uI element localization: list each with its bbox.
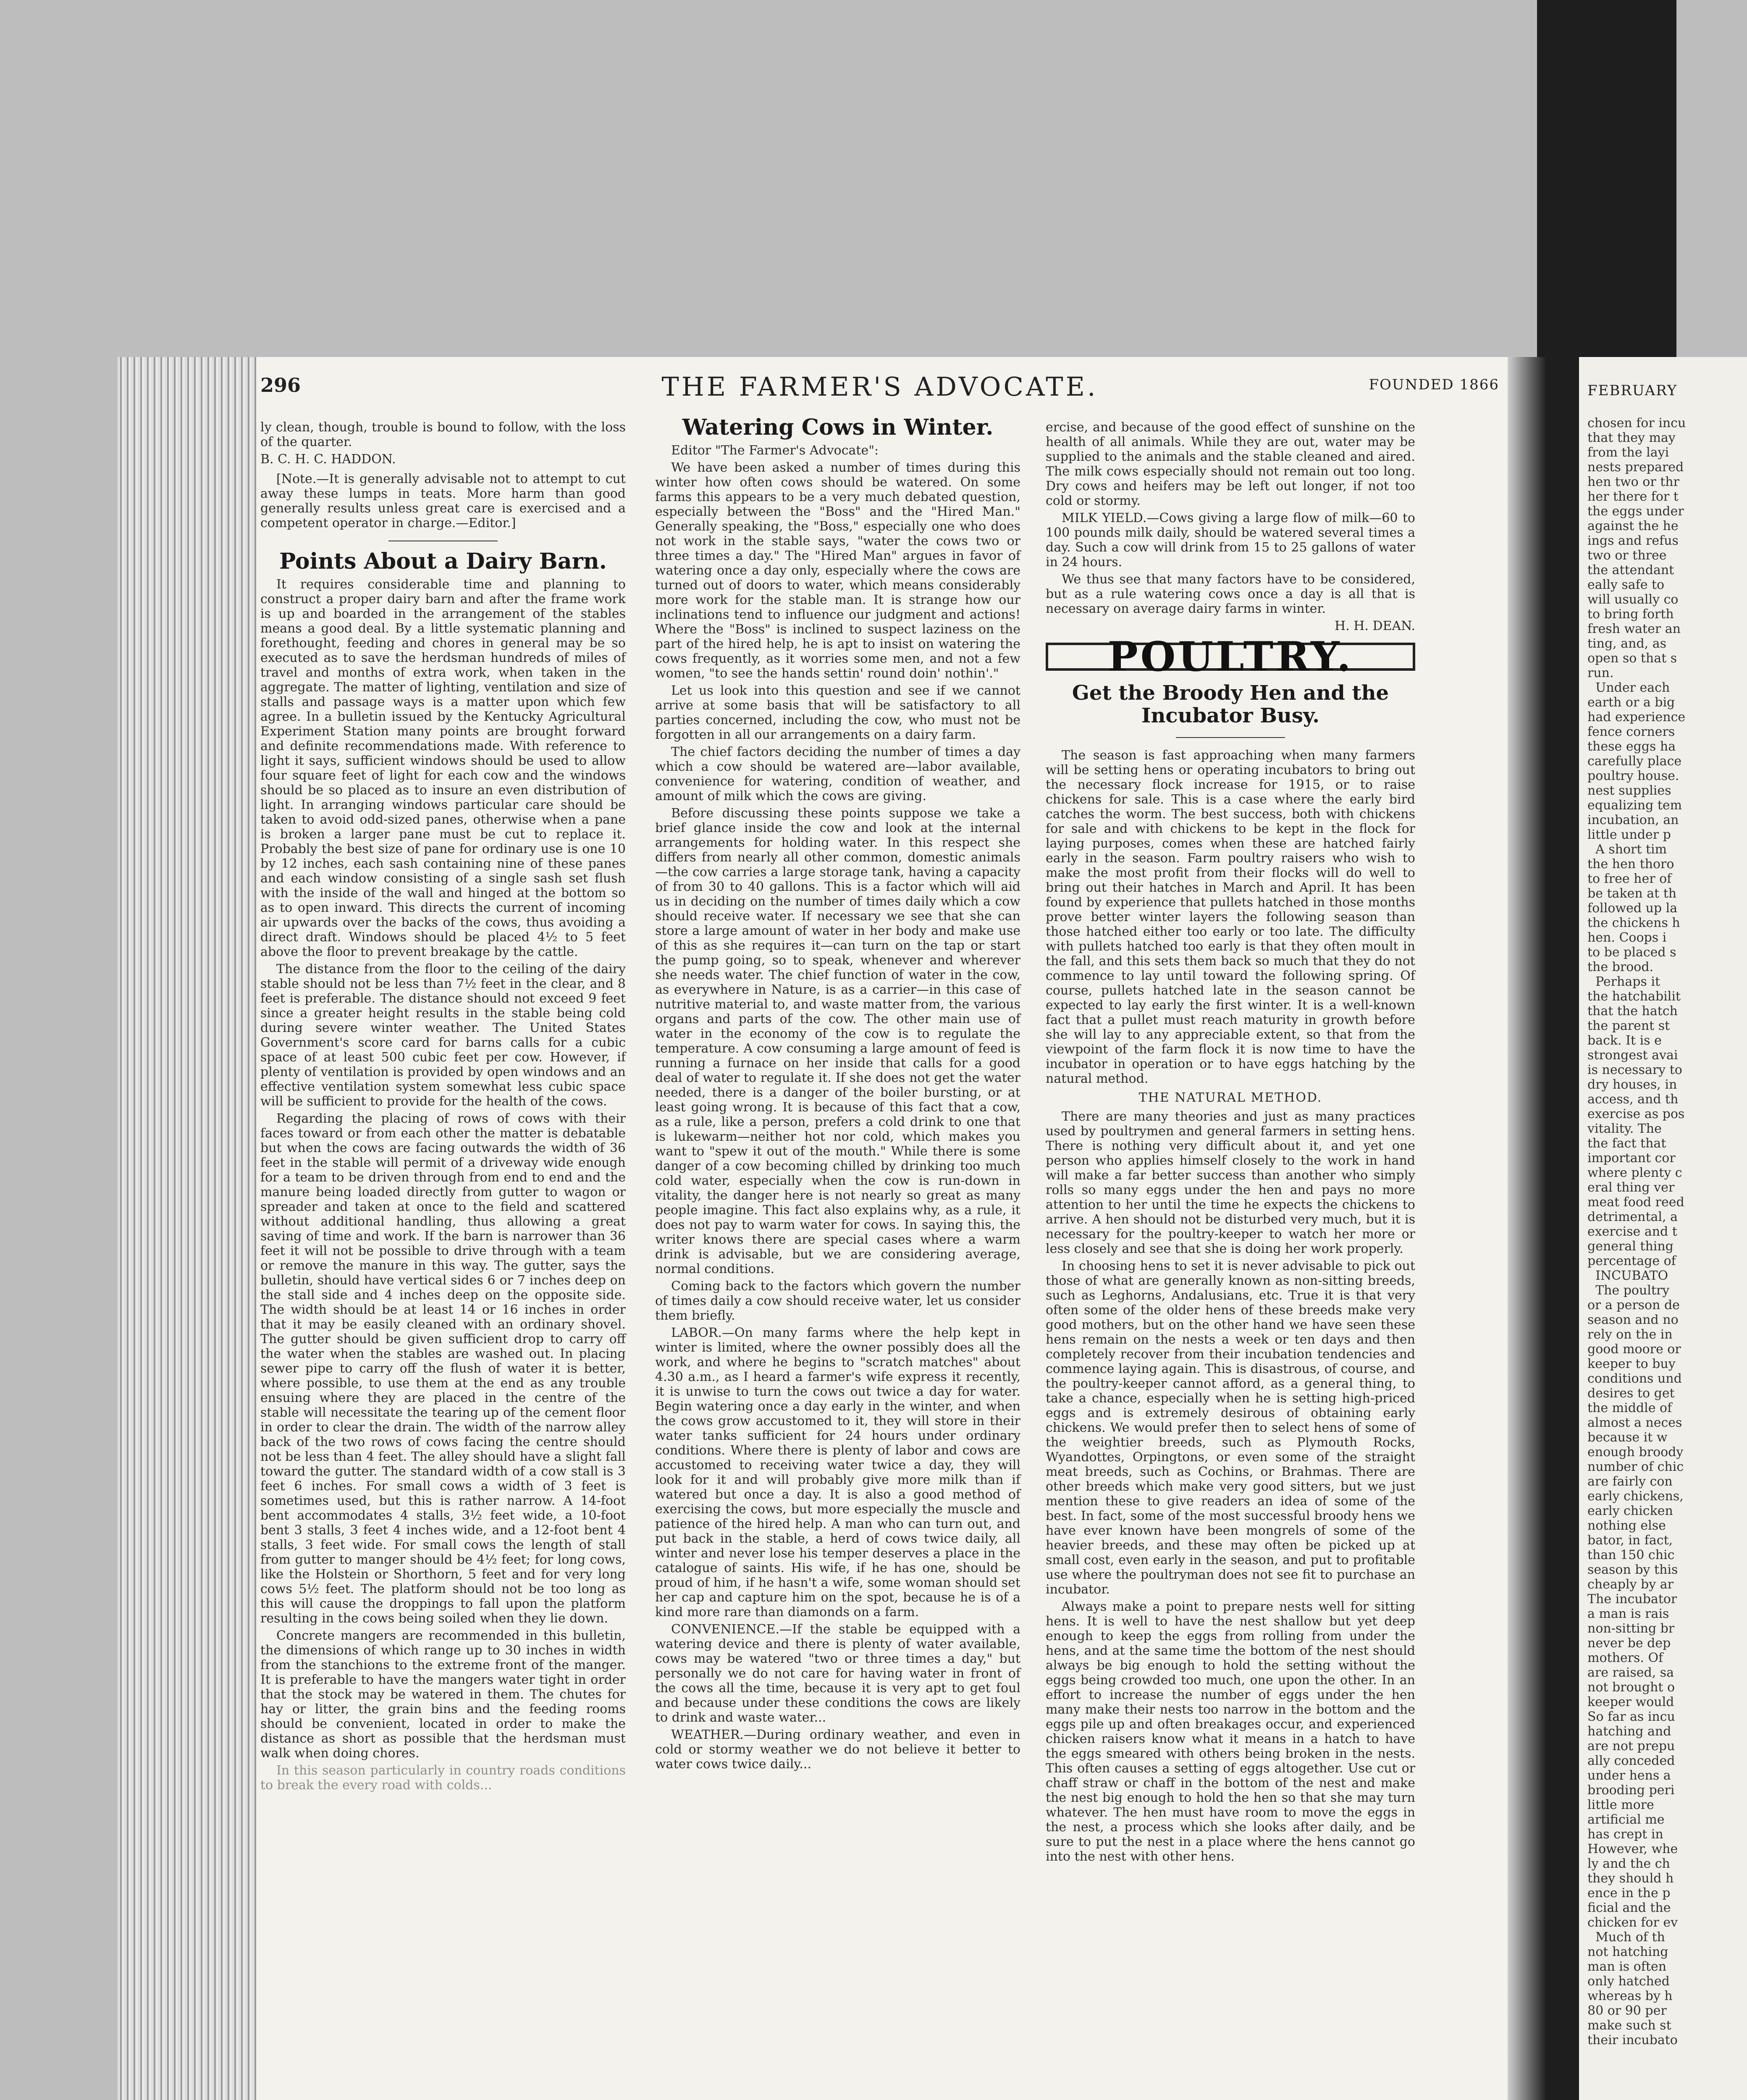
paragraph: WEATHER.—During ordinary weather, and even in cold or stormy weather we do not believe it better to water cows twice daily...: [655, 1727, 1020, 1772]
article-heading: Watering Cows in Winter.: [682, 415, 994, 440]
facing-page-text: chosen for incu that they may from the layi nests prepared hen two or thr her there for t the eggs under against the he ings and refus two or three the attendant eally safe to will usually co to bring forth fresh water an ting, and, as open so that s run. Under each earth or a big had experience fence corners these eggs ha carefully place poultry house. nest supplies equalizing tem incubation, an little under p A short tim the hen thoro to free her of be taken at th followed up la the chickens h hen. Coops i to be placed s the brood. Perhaps it the hatchabilit that the hatch the parent st back. It is e strongest avai is necessary to dry houses, in access, and th exercise as pos vitality. The the fact that important cor where plenty c eral thing ver meat food reed detrimental, a exercise and t general thing percentage of INCUBATO The poultry or a person de season and no rely on the in good moore or keeper to buy conditions und desires to get the middle of almost a neces because it w enough broody number of chic are fairly con early chickens, early chicken nothing else bator, in fact, than 150 chic season by this cheaply by ar The incubator a man is rais non-sitting br never be dep mothers. Of are raised, sa not brought o keeper would So far as incu hatching and are not prepu ally conceded under hens a brooding peri little more artificial me has crept in However, whe ly and the ch they should h ence in the p ficial and the chicken for ev Much of th not hatching man is often only hatched whereas by h 80 or 90 per make such st their incubato: [1587, 416, 1686, 2048]
paragraph: It requires considerable time and planning to construct a proper dairy barn and after the frame work is up and boarded in the arrangement of the stables means a good deal. By a little systematic planning and forethought, feeding and chores in general may be so executed as to save the herdsman hundreds of miles of travel and months of extra work, when taken in the aggregate. The matter of lighting, ventilation and size of stalls and passage ways is a matter upon which few agree. In a bulletin issued by the Kentucky Agricultural Experiment Station many points are brought forward and definite recommendations made. With reference to light it says, sufficient windows should be used to allow four square feet of light for each cow and the windows should be so placed as to insure an even distribution of light. In arranging windows particular care should be taken to avoid odd-sized panes, otherwise when a pane is broken a larger pane must be cut to replace it. Probably the best size of pane for ordinary use is one 10 by 12 inches, each sash containing nine of these panes and each window consisting of a single sash set flush with the inside of the wall and hinged at the bottom so as to open inward. This directs the current of incoming air upwards over the backs of the cows, thus avoiding a direct draft. Windows should be placed 4½ to 5 feet above the floor to prevent breakage by the cattle.: [260, 577, 626, 959]
paragraph: Concrete mangers are recommended in this bulletin, the dimensions of which range up to 30 inches in width from the stanchions to the extreme front of the manger. It is preferable to have the mangers water tight in order that the stock may be watered in them. The chutes for hay or litter, the grain bins and the feeding rooms should be convenient, located in order to make the distance as short as possible that the herdsman must walk when doing chores.: [260, 1628, 626, 1761]
editor-salutation: Editor "The Farmer's Advocate":: [671, 443, 879, 458]
founded-line: FOUNDED 1866: [1369, 376, 1499, 393]
section-banner: POULTRY.: [1046, 643, 1415, 671]
page-stack-edge: [118, 357, 256, 2100]
publication-title: THE FARMER'S ADVOCATE.: [661, 371, 1098, 402]
column-3: [1046, 420, 1415, 1866]
newspaper-page: [118, 357, 1686, 2100]
facing-page-header: FEBRUARY: [1587, 382, 1678, 399]
paragraph: Before discussing these points suppose we take a brief glance inside the cow and look at the internal arrangements for holding water. In this respect she differs from nearly all other common, domestic animals—the cow carries a large storage tank, having a capacity of from 30 to 40 gallons. This is a factor which will aid us in deciding on the number of times daily which a cow should receive water. If necessary we see that she can store a large amount of water in her body and make use of this as she requires it—can turn on the tap or start the pump going, so to speak, whenever and wherever she needs water. The chief function of water in the cow, as everywhere in Nature, is as a carrier—in this case of nutritive material to, and waste matter from, the various organs and parts of the cow. The other main use of water in the economy of the cow is to regulate the temperature. A cow consuming a large amount of feed is running a furnace on her inside that calls for a good deal of water to regulate it. If she does not get the water needed, there is a danger of the boiler bursting, or at least going wrong. It is because of this fact that a cow, as a rule, like a person, prefers a cold drink to one that is lukewarm—neither hot nor cold, which makes you want to "spew it out of the mouth." While there is some danger of a cow becoming chilled by drinking too much cold water, especially when the cow is run-down in vitality, the danger here is not nearly so great as many people imagine. This fact also explains why, as a rule, it does not pay to warm water for cows. In saying this, the writer knows there are special cases where a warm drink is advisable, but we are considering average, normal conditions.: [655, 806, 1020, 1276]
binding-gutter: [1508, 357, 1545, 2100]
column-2: [655, 415, 1020, 1774]
paragraph: In choosing hens to set it is never advisable to pick out those of what are generally known as non-sitting breeds, such as Leghorns, Andalusians, etc. True it is that very often some of the older hens of these breeds make very good mothers, but on the other hand we have seen these hens remain on the nests a week or ten days and then completely recover from their incubation tendencies and commence laying again. This is disastrous, of course, and the poultry-keeper cannot afford, as a general thing, to take a chance, especially when he is setting high-priced eggs and is extremely desirous of obtaining early chickens. We would prefer then to select hens of some of the weightier breeds, such as Plymouth Rocks, Wyandottes, Orpingtons, or even some of the straight meat breeds, such as Cochins, or Brahmas. There are other breeds which make very good sitters, but we just mention these to give readers an idea of some of the best. In fact, some of the most successful broody hens we have ever known have been mongrels of some of the heavier breeds, and these may often be picked up at small cost, even early in the season, and put to profitable use where the poultryman does not see fit to purchase an incubator.: [1046, 1259, 1415, 1597]
paragraph: Let us look into this question and see if we cannot arrive at some basis that will be satisfactory to all parties concerned, including the cow, who must not be forgotten in all our arrangements on a dairy farm.: [655, 683, 1020, 742]
paragraph: We thus see that many factors have to be considered, but as a rule watering cows once a day is all that is necessary on average dairy farms in winter.: [1046, 572, 1415, 616]
article-heading: Points About a Dairy Barn.: [279, 549, 607, 574]
column-1: [260, 420, 626, 1795]
signature: B. C. H. C. HADDON.: [260, 452, 396, 467]
paragraph: Coming back to the factors which govern the number of times daily a cow should receive water, let us consider them briefly.: [655, 1279, 1020, 1323]
paragraph: MILK YIELD.—Cows giving a large flow of milk—60 to 100 pounds milk daily, should be watered several times a day. Such a cow will drink from 15 to 25 gallons of water in 24 hours.: [1046, 511, 1415, 570]
paragraph: In this season particularly in country roads conditions to break the every road with colds...: [260, 1763, 626, 1793]
paragraph: Regarding the placing of rows of cows with their faces toward or from each other the matter is debatable but when the cows are facing outwards the width of 36 feet in the stable will permit of a driveway wide enough for a team to be driven through from end to end and the manure being loaded directly from gutter to wagon or spreader and taken at once to the field and scattered without additional handling, thus allowing a great saving of time and work. If the barn is narrower than 36 feet it will not be possible to drive through with a team or remove the manure in this way. The gutter, says the bulletin, should have vertical sides 6 or 7 inches deep on the stall side and 4 inches deep on the opposite side. The width should be at least 14 or 16 inches in order that it may be easily cleaned with an ordinary shovel. The gutter should be given sufficient drop to carry off the water when the stables are washed out. In placing sewer pipe to carry off the flush of water it is better, where possible, to use them at the end as any trouble ensuing where they are placed in the centre of the stable will necessitate the tearing up of the cement floor in order to clear the drain. The width of the narrow alley back of the two rows of cows facing the centre should not be less than 4 feet. The alley should have a slight fall toward the gutter. The standard width of a cow stall is 3 feet 6 inches. For small cows a width of 3 feet is sometimes used, but this is rather narrow. A 14-foot bent accommodates 4 stalls, 3½ feet wide, a 10-foot bent 3 stalls, 3 feet 4 inches wide, and a 12-foot bent 4 stalls, 3 feet wide. For small cows the length of stall from gutter to manger should be 4½ feet; for long cows, like the Holstein or Shorthorn, 5 feet and for very long cows 5½ feet. The platform should not be too long as this will cause the droppings to fall upon the platform resulting in the cows being soiled when they lie down.: [260, 1111, 626, 1626]
paragraph: There are many theories and just as many practices used by poultrymen and general farmers in setting hens. There is nothing very difficult about it, and yet one person who applies himself closely to the work in hand will make a far better success than another who simply rolls so many eggs under the hen and pays no more attention to her until the time he expects the chickens to arrive. A hen should not be disturbed very much, but it is necessary for the poultry-keeper to watch her more or less closely and see that she is doing her work properly.: [1046, 1109, 1415, 1256]
paragraph: The season is fast approaching when many farmers will be setting hens or operating incubators to bring out the necessary flock increase for 1915, or to raise chickens for sale. This is a case where the early bird catches the worm. The best success, both with chickens for sale and with chickens to be kept in the flock for laying purposes, comes when these are hatched fairly early in the season. Farm poultry raisers who wish to make the most profit from their flocks will do well to bring out their hatches in March and April. It has been found by experience that pullets hatched in those months prove better winter layers the following season than those hatched either too early or too late. The difficulty with pullets hatched too early is that they often moult in the fall, and this sets them back so much that they do not commence to lay until toward the following spring. Of course, pullets hatched late in the season cannot be expected to lay early the first winter. It is a well-known fact that a pullet must reach maturity in growth before she will lay to any appreciable extent, so that from the viewpoint of the farm flock it is now time to have the incubator in operation or to have eggs hatching by the natural method.: [1046, 748, 1415, 1086]
divider: [1176, 737, 1285, 738]
article-continuation: ly clean, though, trouble is bound to follow, with the loss of the quarter.: [260, 420, 626, 449]
running-head: [260, 371, 1499, 403]
paragraph: LABOR.—On many farms where the help kept in winter is limited, where the owner possibly does all the work, and where he begins to "scratch matches" about 4.30 a.m., as I heard a farmer's wife express it recently, it is unwise to turn the cows out twice a day for water. Begin watering once a day early in the winter, and when the cows grow accustomed to it, they will store in their water tanks sufficient for 24 hours under ordinary conditions. Where there is plenty of labor and cows are accustomed to receiving water twice a day, they will look for it and will probably give more milk than if watered but once a day. It is also a good method of exercising the cows, but more especially the muscle and patience of the hired help. A man who can turn out, and put back in the stable, a herd of cows twice daily, all winter and never lose his temper deserves a place in the catalogue of saints. His wife, if he has one, should be proud of him, if he hasn't a wife, some woman should set her cap and capture him on the spot, because he is of a kind more rare than diamonds on a farm.: [655, 1326, 1020, 1620]
paragraph: The chief factors deciding the number of times a day which a cow should be watered are—labor available, convenience for watering, condition of weather, and amount of milk which the cows are giving.: [655, 745, 1020, 803]
paragraph: The distance from the floor to the ceiling of the dairy stable should not be less than 7½ feet in the clear, and 8 feet is preferable. The distance should not exceed 9 feet since a greater height results in the stable being cold during severe winter weather. The United States Government's score card for barns calls for a cubic space of at least 500 cubic feet per cow. However, if plenty of ventilation is provided by open windows and an effective ventilation system somewhat less cubic space will be sufficient to provide for the health of the cows.: [260, 962, 626, 1109]
paragraph: Always make a point to prepare nests well for sitting hens. It is well to have the nest shallow but yet deep enough to keep the eggs from rolling from under the hens, and at the same time the bottom of the nest should always be big enough to hold the setting without the eggs being crowded too much, one upon the other. In an effort to increase the number of eggs under the hen many make their nests too narrow in the bottom and the eggs pile up and often breakages occur, and experienced chicken raisers know what it means in a hatch to have the eggs smeared with others being broken in the nests. This often causes a setting of eggs altogether. Use cut or chaff straw or chaff in the bottom of the nest and make the nest big enough to hold the hen so that she may turn whatever. The hen must have room to move the eggs in the nest, a process which she looks after daily, and be sure to put the nest in a place where the hens cannot go into the nest with other hens.: [1046, 1599, 1415, 1864]
article-heading: Get the Broody Hen and the Incubator Busy.: [1072, 681, 1389, 727]
page-number: 296: [260, 374, 301, 396]
editor-note: [Note.—It is generally advisable not to attempt to cut away these lumps in teats. More harm than good generally results unless great care is exercised and a competent operator in charge.—Editor.]: [260, 472, 626, 530]
signature: H. H. DEAN.: [1335, 619, 1415, 633]
paragraph: ercise, and because of the good effect of sunshine on the health of all animals. While they are out, water may be supplied to the animals and the stable cleaned and aired. The milk cows especially should not remain out too long. Dry cows and heifers may be left out longer, if not too cold or stormy.: [1046, 420, 1415, 508]
paragraph: We have been asked a number of times during this winter how often cows should be watered. On some farms this appears to be a very much debated question, especially between the "Boss" and the "Hired Man." Generally speaking, the "Boss," especially one who does not work in the stable says, "water the cows two or three times a day." The "Hired Man" argues in favor of watering once a day only, especially where the cows are turned out of doors to water, which means considerably more work for the stable man. It is strange how our inclinations tend to influence our judgment and actions! Where the "Boss" is inclined to suspect laziness on the part of the hired help, he is apt to insist on watering the cows frequently, as it worries some men, and not a few women, "to see the hands settin' round doin' nothin'.": [655, 460, 1020, 681]
subheading: THE NATURAL METHOD.: [1138, 1090, 1322, 1105]
facing-page-fragment: [1579, 357, 1747, 2100]
paragraph: CONVENIENCE.—If the stable be equipped with a watering device and there is plenty of water available, cows may be watered "two or three times a day," but personally we do not care for having water in front of the cows all the time, because it is very apt to get foul and because under these conditions the cows are likely to drink and waste water...: [655, 1622, 1020, 1725]
